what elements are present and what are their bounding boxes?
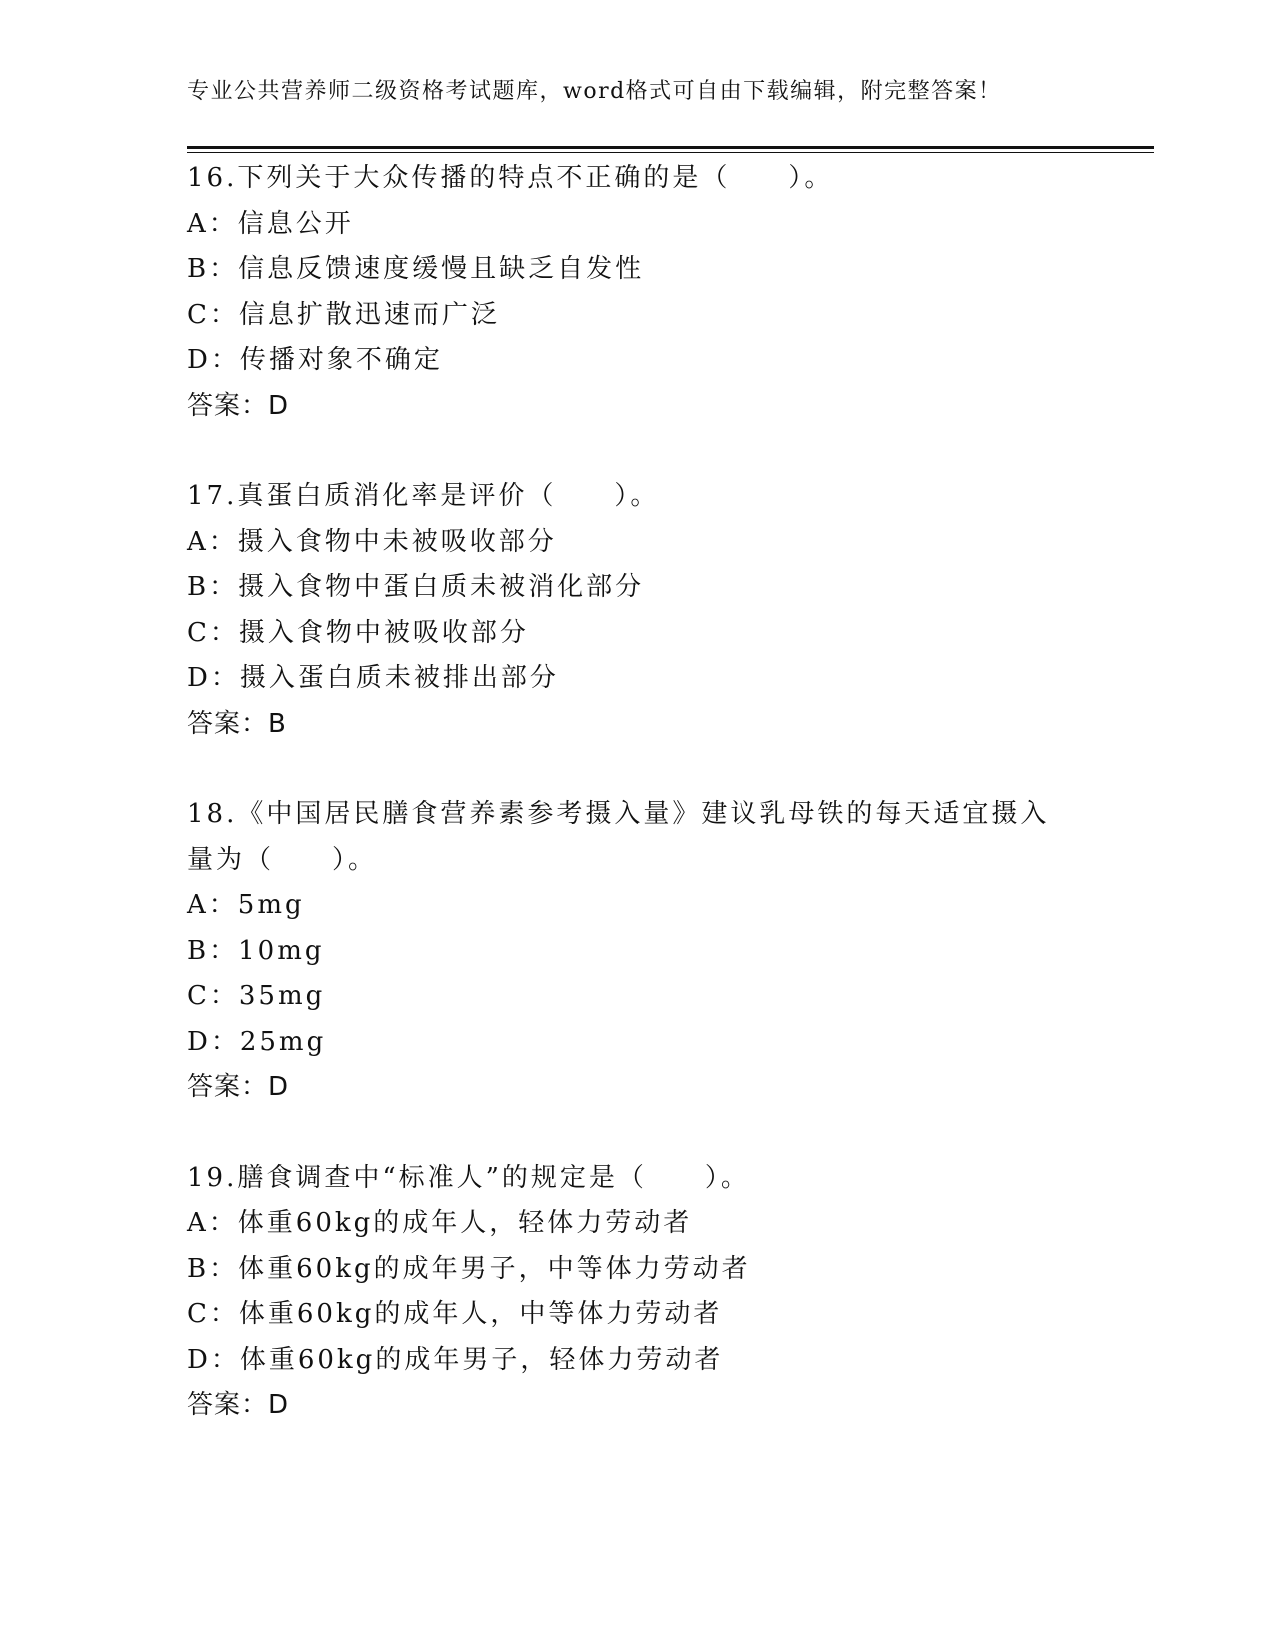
answer-line: 答案：D: [187, 1072, 290, 1102]
question-18: [187, 792, 1117, 1111]
answer-line: 答案：B: [187, 708, 287, 739]
option-b: B：10mg: [187, 935, 325, 966]
question-list: [187, 156, 1117, 1474]
question-stem: 18.《中国居民膳食营养素参考摄入量》建议乳母铁的每天适宜摄入量为（ ）。: [187, 799, 1050, 875]
option-a: A：信息公开: [187, 208, 354, 239]
answer-line: 答案：D: [187, 1390, 290, 1420]
option-c: C：体重60kg的成年人，中等体力劳动者: [187, 1299, 723, 1329]
option-b: B：摄入食物中蛋白质未被消化部分: [187, 572, 645, 602]
option-d: D：体重60kg的成年男子，轻体力劳动者: [187, 1344, 724, 1375]
option-a: A：体重60kg的成年人，轻体力劳动者: [187, 1208, 693, 1238]
question-stem: 19.膳食调查中“标准人”的规定是（ ）。: [187, 1162, 750, 1193]
header-divider-thick: [187, 146, 1154, 149]
question-stem: 16.下列关于大众传播的特点不正确的是（ ）。: [187, 163, 834, 193]
option-d: D：传播对象不确定: [187, 345, 443, 375]
option-d: D：25mg: [187, 1026, 327, 1057]
option-b: B：信息反馈速度缓慢且缺乏自发性: [187, 254, 645, 284]
question-19: [187, 1156, 1117, 1429]
option-c: C：摄入食物中被吸收部分: [187, 617, 529, 648]
option-c: C：35mg: [187, 981, 326, 1011]
header-divider-thin: [187, 152, 1154, 153]
option-a: A：摄入食物中未被吸收部分: [187, 526, 557, 557]
page-header-title: 专业公共营养师二级资格考试题库，word格式可自由下载编辑，附完整答案！: [187, 79, 1002, 104]
option-c: C：信息扩散迅速而广泛: [187, 299, 500, 330]
option-d: D：摄入蛋白质未被排出部分: [187, 663, 559, 693]
answer-line: 答案：D: [187, 390, 290, 421]
option-a: A：5mg: [187, 890, 305, 920]
option-b: B：体重60kg的成年男子，中等体力劳动者: [187, 1253, 751, 1284]
question-17: [187, 474, 1117, 747]
question-stem: 17.真蛋白质消化率是评价（ ）。: [187, 481, 660, 511]
question-16: [187, 156, 1117, 429]
